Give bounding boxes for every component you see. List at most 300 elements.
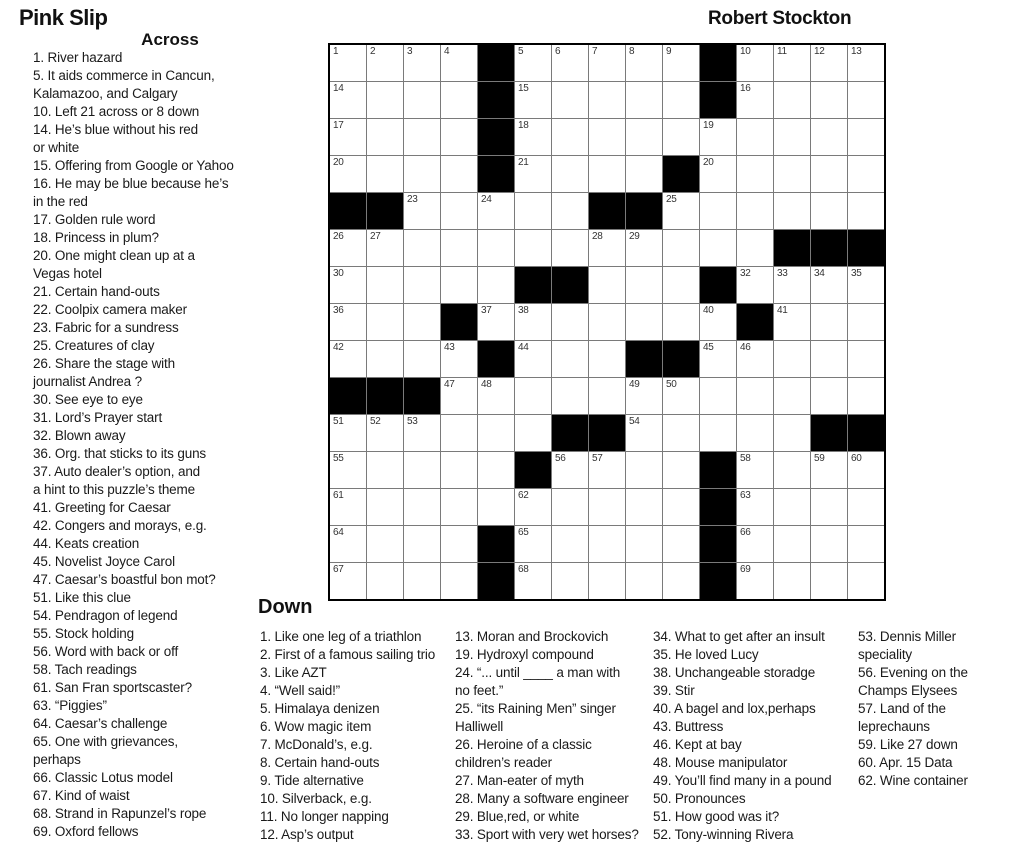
cell-number: 21 [518, 157, 529, 168]
grid-cell[interactable] [404, 415, 440, 451]
black-square [478, 563, 514, 599]
grid-cell[interactable] [441, 452, 477, 488]
clue-line: 62. Wine container [858, 773, 968, 788]
clue-line: 56. Evening on the [858, 665, 968, 680]
grid-cell[interactable] [774, 156, 810, 192]
cell-number: 50 [666, 379, 677, 390]
grid-cell[interactable] [589, 45, 625, 81]
clue-line: 18. Princess in plum? [33, 230, 159, 245]
grid-cell[interactable] [441, 489, 477, 525]
grid-cell[interactable] [367, 267, 403, 303]
grid-cell[interactable] [589, 82, 625, 118]
grid-cell[interactable] [737, 267, 773, 303]
clue-line: 29. Blue,red, or white [455, 809, 580, 824]
grid-cell[interactable] [441, 156, 477, 192]
grid-cell[interactable] [663, 378, 699, 414]
clue-line: 14. He’s blue without his red [33, 122, 199, 137]
grid-cell[interactable] [626, 489, 662, 525]
grid-cell[interactable] [552, 82, 588, 118]
cell-number: 57 [592, 453, 603, 464]
cell-number: 37 [481, 305, 492, 316]
grid-cell[interactable] [848, 267, 884, 303]
grid-cell[interactable] [330, 267, 366, 303]
grid-cell[interactable] [848, 526, 884, 562]
grid-cell[interactable] [663, 304, 699, 340]
grid-cell[interactable] [663, 119, 699, 155]
grid-cell[interactable] [737, 230, 773, 266]
grid-cell[interactable] [811, 452, 847, 488]
clue-line: no feet.” [455, 683, 504, 698]
clue-line: 23. Fabric for a sundress [33, 320, 179, 335]
black-square [330, 193, 366, 229]
clue-line: 59. Like 27 down [858, 737, 958, 752]
grid-cell[interactable] [811, 45, 847, 81]
grid-cell[interactable] [626, 82, 662, 118]
clue-line: 31. Lord’s Prayer start [33, 410, 163, 425]
clue-line: 3. Like AZT [260, 665, 327, 680]
grid-cell[interactable] [663, 415, 699, 451]
grid-cell[interactable] [774, 378, 810, 414]
clue-line: a hint to this puzzle’s theme [33, 482, 195, 497]
grid-cell[interactable] [811, 378, 847, 414]
grid-cell[interactable] [811, 563, 847, 599]
grid-cell[interactable] [589, 119, 625, 155]
cell-number: 47 [444, 379, 455, 390]
grid-cell[interactable] [774, 82, 810, 118]
clue-line: 25. “its Raining Men” singer [455, 701, 616, 716]
grid-cell[interactable] [330, 230, 366, 266]
grid-cell[interactable] [626, 378, 662, 414]
grid-cell[interactable] [663, 526, 699, 562]
grid-cell[interactable] [848, 119, 884, 155]
grid-cell[interactable] [478, 415, 514, 451]
clue-line: 25. Creatures of clay [33, 338, 155, 353]
cell-number: 44 [518, 342, 529, 353]
clue-line: 1. River hazard [33, 50, 123, 65]
grid-cell[interactable] [663, 489, 699, 525]
grid-cell[interactable] [330, 119, 366, 155]
clue-line: Halliwell [455, 719, 504, 734]
grid-cell[interactable] [515, 156, 551, 192]
black-square [626, 193, 662, 229]
black-square [330, 378, 366, 414]
black-square [700, 489, 736, 525]
grid-cell[interactable] [478, 230, 514, 266]
clue-line: 24. “... until ____ a man with [455, 665, 621, 680]
grid-cell[interactable] [441, 267, 477, 303]
grid-cell[interactable] [811, 156, 847, 192]
grid-cell[interactable] [774, 193, 810, 229]
cell-number: 54 [629, 416, 640, 427]
cell-number: 6 [555, 46, 561, 57]
grid-cell[interactable] [552, 304, 588, 340]
grid-cell[interactable] [441, 82, 477, 118]
grid-cell[interactable] [774, 119, 810, 155]
grid-cell[interactable] [663, 230, 699, 266]
grid-cell[interactable] [626, 304, 662, 340]
clue-line: 5. It aids commerce in Cancun, [33, 68, 215, 83]
clue-line: 7. McDonald’s, e.g. [260, 737, 373, 752]
grid-cell[interactable] [515, 378, 551, 414]
grid-cell[interactable] [515, 45, 551, 81]
grid-cell[interactable] [589, 489, 625, 525]
clue-line: 10. Silverback, e.g. [260, 791, 372, 806]
grid-cell[interactable] [552, 378, 588, 414]
clue-line: 45. Novelist Joyce Carol [33, 554, 175, 569]
grid-cell[interactable] [552, 526, 588, 562]
grid-cell[interactable] [774, 452, 810, 488]
grid-cell[interactable] [441, 563, 477, 599]
clue-line: 41. Greeting for Caesar [33, 500, 171, 515]
grid-cell[interactable] [774, 267, 810, 303]
cell-number: 51 [333, 416, 344, 427]
grid-cell[interactable] [811, 119, 847, 155]
grid-cell[interactable] [700, 156, 736, 192]
clue-line: in the red [33, 194, 88, 209]
cell-number: 58 [740, 453, 751, 464]
grid-cell[interactable] [367, 230, 403, 266]
grid-cell[interactable] [441, 341, 477, 377]
black-square [589, 415, 625, 451]
grid-cell[interactable] [663, 45, 699, 81]
grid-cell[interactable] [811, 82, 847, 118]
grid-cell[interactable] [737, 378, 773, 414]
cell-number: 38 [518, 305, 529, 316]
grid-cell[interactable] [626, 45, 662, 81]
cell-number: 55 [333, 453, 344, 464]
grid-cell[interactable] [330, 304, 366, 340]
black-square [700, 563, 736, 599]
clue-line: 55. Stock holding [33, 626, 135, 641]
down-clue-column-4 [858, 628, 968, 790]
grid-cell[interactable] [737, 415, 773, 451]
clue-line: Vegas hotel [33, 266, 102, 281]
black-square [700, 45, 736, 81]
grid-cell[interactable] [552, 489, 588, 525]
grid-cell[interactable] [848, 45, 884, 81]
grid-cell[interactable] [626, 526, 662, 562]
grid-cell[interactable] [848, 563, 884, 599]
clue-line: 51. Like this clue [33, 590, 131, 605]
grid-cell[interactable] [848, 452, 884, 488]
cell-number: 24 [481, 194, 492, 205]
grid-cell[interactable] [663, 267, 699, 303]
black-square [626, 341, 662, 377]
grid-cell[interactable] [404, 304, 440, 340]
cell-number: 11 [777, 46, 787, 57]
black-square [441, 304, 477, 340]
grid-cell[interactable] [404, 82, 440, 118]
grid-cell[interactable] [589, 563, 625, 599]
grid-cell[interactable] [811, 526, 847, 562]
grid-cell[interactable] [589, 452, 625, 488]
grid-cell[interactable] [367, 304, 403, 340]
clue-line: perhaps [33, 752, 81, 767]
puzzle-title: Pink Slip [19, 5, 108, 30]
grid-cell[interactable] [626, 230, 662, 266]
grid-cell[interactable] [737, 452, 773, 488]
grid-cell[interactable] [404, 341, 440, 377]
grid-cell[interactable] [478, 304, 514, 340]
grid-cell[interactable] [626, 119, 662, 155]
grid-cell[interactable] [330, 415, 366, 451]
clue-line: 51. How good was it? [653, 809, 780, 824]
grid-cell[interactable] [330, 563, 366, 599]
grid-cell[interactable] [848, 341, 884, 377]
grid-cell[interactable] [515, 415, 551, 451]
black-square [774, 230, 810, 266]
grid-cell[interactable] [700, 193, 736, 229]
crossword-grid [328, 43, 886, 601]
grid-cell[interactable] [663, 452, 699, 488]
grid-cell[interactable] [441, 415, 477, 451]
grid-cell[interactable] [441, 378, 477, 414]
clue-line: 9. Tide alternative [260, 773, 364, 788]
grid-cell[interactable] [404, 156, 440, 192]
grid-cell[interactable] [774, 341, 810, 377]
grid-cell[interactable] [811, 304, 847, 340]
grid-cell[interactable] [441, 45, 477, 81]
grid-cell[interactable] [663, 193, 699, 229]
down-clue-column-2 [455, 628, 639, 844]
cell-number: 15 [518, 83, 529, 94]
grid-cell[interactable] [552, 193, 588, 229]
grid-cell[interactable] [700, 415, 736, 451]
grid-cell[interactable] [737, 156, 773, 192]
grid-cell[interactable] [663, 563, 699, 599]
grid-cell[interactable] [774, 304, 810, 340]
grid-cell[interactable] [404, 526, 440, 562]
black-square [478, 156, 514, 192]
grid-cell[interactable] [552, 156, 588, 192]
grid-cell[interactable] [404, 267, 440, 303]
clue-line: 42. Congers and morays, e.g. [33, 518, 207, 533]
grid-cell[interactable] [367, 119, 403, 155]
grid-cell[interactable] [700, 230, 736, 266]
grid-cell[interactable] [589, 304, 625, 340]
grid-cell[interactable] [626, 452, 662, 488]
clue-line: 56. Word with back or off [33, 644, 179, 659]
grid-cell[interactable] [552, 563, 588, 599]
grid-cell[interactable] [330, 341, 366, 377]
grid-cell[interactable] [626, 563, 662, 599]
cell-number: 56 [555, 453, 566, 464]
grid-cell[interactable] [404, 563, 440, 599]
grid-cell[interactable] [330, 82, 366, 118]
grid-cell[interactable] [589, 267, 625, 303]
grid-cell[interactable] [330, 489, 366, 525]
black-square [700, 452, 736, 488]
cell-number: 26 [333, 231, 344, 242]
grid-cell[interactable] [774, 45, 810, 81]
clue-line: 30. See eye to eye [33, 392, 143, 407]
grid-cell[interactable] [848, 193, 884, 229]
grid-cell[interactable] [737, 526, 773, 562]
grid-cell[interactable] [404, 193, 440, 229]
clue-line: Champs Elysees [858, 683, 958, 698]
clue-line: 46. Kept at bay [653, 737, 742, 752]
grid-cell[interactable] [737, 563, 773, 599]
grid-cell[interactable] [367, 82, 403, 118]
grid-cell[interactable] [404, 45, 440, 81]
cell-number: 17 [333, 120, 344, 131]
grid-cell[interactable] [737, 341, 773, 377]
grid-cell[interactable] [552, 230, 588, 266]
grid-cell[interactable] [515, 489, 551, 525]
grid-cell[interactable] [848, 304, 884, 340]
grid-cell[interactable] [367, 563, 403, 599]
clue-line: 40. A bagel and lox,perhaps [653, 701, 816, 716]
black-square [663, 341, 699, 377]
clue-line: 11. No longer napping [260, 809, 389, 824]
grid-cell[interactable] [515, 193, 551, 229]
grid-cell[interactable] [330, 526, 366, 562]
black-square [478, 341, 514, 377]
grid-cell[interactable] [774, 415, 810, 451]
cell-number: 64 [333, 527, 344, 538]
grid-cell[interactable] [737, 119, 773, 155]
grid-cell[interactable] [367, 45, 403, 81]
grid-cell[interactable] [626, 156, 662, 192]
cell-number: 59 [814, 453, 825, 464]
grid-cell[interactable] [700, 341, 736, 377]
grid-cell[interactable] [737, 45, 773, 81]
cell-number: 69 [740, 564, 751, 575]
grid-cell[interactable] [552, 341, 588, 377]
grid-cell[interactable] [441, 230, 477, 266]
grid-cell[interactable] [589, 156, 625, 192]
cell-number: 46 [740, 342, 751, 353]
grid-cell[interactable] [515, 563, 551, 599]
grid-cell[interactable] [478, 489, 514, 525]
grid-cell[interactable] [848, 82, 884, 118]
grid-cell[interactable] [737, 82, 773, 118]
grid-cell[interactable] [811, 489, 847, 525]
black-square [848, 415, 884, 451]
clue-line: leprechauns [858, 719, 930, 734]
clue-line: 35. He loved Lucy [653, 647, 759, 662]
grid-cell[interactable] [478, 378, 514, 414]
grid-cell[interactable] [848, 156, 884, 192]
clue-line: 4. “Well said!” [260, 683, 341, 698]
grid-cell[interactable] [367, 341, 403, 377]
grid-cell[interactable] [626, 415, 662, 451]
cell-number: 53 [407, 416, 418, 427]
grid-cell[interactable] [626, 267, 662, 303]
grid-cell[interactable] [515, 341, 551, 377]
clue-line: 58. Tach readings [33, 662, 137, 677]
grid-cell[interactable] [441, 526, 477, 562]
cell-number: 32 [740, 268, 751, 279]
cell-number: 27 [370, 231, 381, 242]
grid-cell[interactable] [811, 193, 847, 229]
grid-cell[interactable] [330, 45, 366, 81]
grid-cell[interactable] [737, 489, 773, 525]
grid-cell[interactable] [589, 230, 625, 266]
grid-cell[interactable] [848, 489, 884, 525]
grid-cell[interactable] [811, 341, 847, 377]
clue-line: 37. Auto dealer’s option, and [33, 464, 201, 479]
grid-cell[interactable] [589, 341, 625, 377]
cell-number: 33 [777, 268, 788, 279]
cell-number: 3 [407, 46, 413, 57]
grid-cell[interactable] [552, 452, 588, 488]
grid-cell[interactable] [848, 378, 884, 414]
clue-line: 27. Man-eater of myth [455, 773, 584, 788]
grid-cell[interactable] [737, 193, 773, 229]
clue-line: 43. Buttress [653, 719, 724, 734]
grid-cell[interactable] [515, 526, 551, 562]
grid-cell[interactable] [478, 193, 514, 229]
grid-cell[interactable] [478, 267, 514, 303]
grid-cell[interactable] [552, 119, 588, 155]
grid-cell[interactable] [700, 304, 736, 340]
clue-line: 8. Certain hand-outs [260, 755, 380, 770]
black-square [552, 415, 588, 451]
clue-line: 57. Land of the [858, 701, 946, 716]
black-square [663, 156, 699, 192]
cell-number: 36 [333, 305, 344, 316]
grid-cell[interactable] [404, 489, 440, 525]
grid-cell[interactable] [367, 452, 403, 488]
clue-line: 26. Heroine of a classic [455, 737, 592, 752]
grid-cell[interactable] [663, 82, 699, 118]
grid-cell[interactable] [367, 526, 403, 562]
black-square [700, 267, 736, 303]
grid-cell[interactable] [404, 230, 440, 266]
grid-cell[interactable] [367, 415, 403, 451]
grid-cell[interactable] [367, 156, 403, 192]
grid-cell[interactable] [774, 489, 810, 525]
grid-cell[interactable] [774, 526, 810, 562]
clue-line: 13. Moran and Brockovich [455, 629, 609, 644]
cell-number: 7 [592, 46, 598, 57]
grid-cell[interactable] [552, 45, 588, 81]
grid-cell[interactable] [441, 119, 477, 155]
grid-cell[interactable] [515, 230, 551, 266]
grid-cell[interactable] [330, 156, 366, 192]
clue-line: 65. One with grievances, [33, 734, 178, 749]
grid-cell[interactable] [811, 267, 847, 303]
cell-number: 1 [333, 46, 339, 57]
grid-cell[interactable] [515, 304, 551, 340]
cell-number: 66 [740, 527, 751, 538]
grid-cell[interactable] [515, 119, 551, 155]
cell-number: 19 [703, 120, 714, 131]
grid-cell[interactable] [589, 526, 625, 562]
cell-number: 9 [666, 46, 672, 57]
grid-cell[interactable] [515, 82, 551, 118]
grid-cell[interactable] [367, 489, 403, 525]
grid-cell[interactable] [589, 378, 625, 414]
black-square [811, 415, 847, 451]
grid-cell[interactable] [404, 119, 440, 155]
grid-cell[interactable] [404, 452, 440, 488]
black-square [367, 378, 403, 414]
clue-line: children’s reader [455, 755, 553, 770]
grid-cell[interactable] [774, 563, 810, 599]
cell-number: 45 [703, 342, 714, 353]
clue-line: 68. Strand in Rapunzel’s rope [33, 806, 207, 821]
grid-cell[interactable] [441, 193, 477, 229]
cell-number: 2 [370, 46, 376, 57]
cell-number: 68 [518, 564, 529, 575]
grid-cell[interactable] [330, 452, 366, 488]
grid-cell[interactable] [700, 378, 736, 414]
grid-cell[interactable] [478, 452, 514, 488]
cell-number: 61 [333, 490, 344, 501]
grid-cell[interactable] [700, 119, 736, 155]
